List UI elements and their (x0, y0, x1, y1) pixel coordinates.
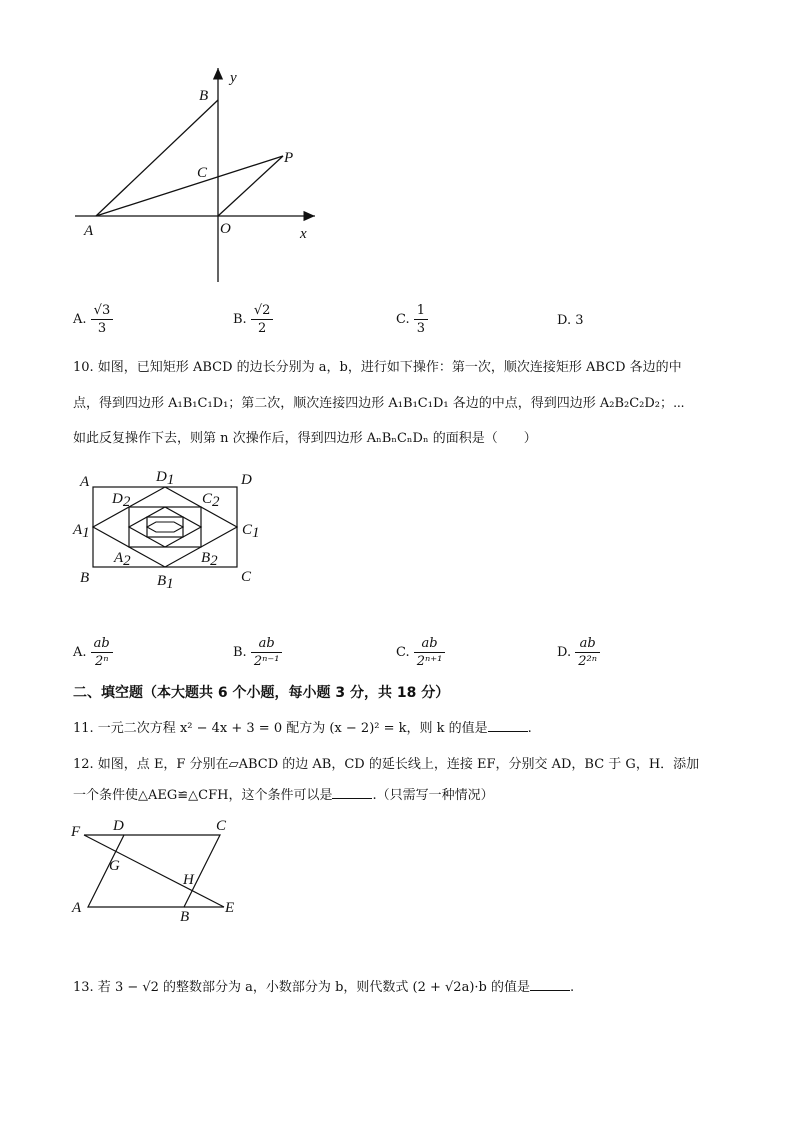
option-b-prefix: B. (233, 645, 247, 660)
q10-line-1: 10. 如图，已知矩形 ABCD 的边长分别为 a，b，进行如下操作：第一次，顺次连接矩形 ABCD 各边的中 (73, 360, 682, 375)
label-C: C (241, 569, 252, 585)
label-B1: B1 (157, 573, 174, 592)
label-A: A (84, 223, 94, 239)
option-d-prefix: D. (557, 645, 572, 660)
figure-q9-coordinate-diagram (60, 60, 340, 295)
denominator: 2 (251, 319, 274, 337)
rhombus-A3B3C3D3 (129, 507, 201, 547)
label-E: E (225, 900, 235, 916)
label-D: D (113, 818, 124, 834)
option-c-prefix: C. (396, 312, 410, 327)
denominator: 2ⁿ⁻¹ (251, 652, 283, 670)
numerator: 1 (416, 303, 426, 318)
q13-text: 13. 若 3 − √2 的整数部分为 a，小数部分为 b，则代数式 (2 + √2a)·b 的值是 (73, 980, 530, 995)
q9-option-a (73, 302, 113, 337)
q11-text: 11. 一元二次方程 x² − 4x + 3 = 0 配方为 (x − 2)² = k，则 k 的值是 (73, 721, 488, 736)
fraction (575, 635, 600, 670)
numerator: √2 (253, 303, 271, 318)
q9-option-b (233, 302, 273, 337)
denominator: 2ⁿ (91, 652, 113, 670)
label-D2: D2 (112, 491, 131, 510)
q10-option-a (73, 635, 113, 670)
rect-A4B4C4D4 (147, 517, 183, 537)
q12-line-1: 12. 如图，点 E，F 分别在▱ABCD 的边 AB，CD 的延长线上，连接 EF，分别交 AD，BC 于 G，H．添加 (73, 757, 700, 772)
option-c-prefix: C. (396, 645, 410, 660)
label-F: F (71, 824, 81, 840)
numerator: ab (579, 636, 596, 651)
label-A: A (72, 900, 82, 916)
label-x: x (300, 226, 307, 242)
q12-line-2-text: 一个条件使△AEG≌△CFH，这个条件可以是 (73, 788, 333, 803)
q10-option-d (557, 635, 600, 670)
fraction (414, 302, 428, 337)
label-P: P (284, 150, 294, 166)
answer-blank[interactable] (332, 786, 372, 799)
label-O: O (220, 221, 231, 237)
fraction (251, 635, 283, 670)
numerator: ab (258, 636, 275, 651)
answer-blank[interactable] (530, 978, 570, 991)
rect-A2B2C2D2 (129, 507, 201, 547)
label-B2: B2 (201, 550, 218, 569)
q11 (73, 719, 532, 738)
label-C1: C1 (242, 522, 260, 541)
q13 (73, 978, 574, 997)
label-C: C (216, 818, 227, 834)
numerator: ab (93, 636, 110, 651)
label-y: y (230, 70, 237, 86)
q10-option-b (233, 635, 282, 670)
fraction (414, 635, 446, 670)
fraction (91, 635, 113, 670)
q13-end: . (570, 980, 575, 995)
label-D1: D1 (156, 469, 175, 488)
q10-line-3: 如此反复操作下去，则第 n 次操作后，得到四边形 AₙBₙCₙDₙ 的面积是（ ） (73, 431, 537, 446)
label-A: A (80, 474, 90, 490)
q12-line-2-end: .（只需写一种情况） (372, 788, 494, 803)
q10-line-2: 点，得到四边形 A₁B₁C₁D₁；第二次，顺次连接四边形 A₁B₁C₁D₁ 各边的中点，得到四边形 A₂B₂C₂D₂；⋯ (73, 396, 685, 411)
q11-end: . (527, 721, 532, 736)
numerator: ab (421, 636, 438, 651)
answer-blank[interactable] (488, 719, 528, 732)
numerator: √3 (93, 303, 111, 318)
q10-option-c (396, 635, 445, 670)
label-B: B (199, 88, 209, 104)
label-H: H (183, 872, 194, 888)
label-A2: A2 (114, 550, 131, 569)
option-b-prefix: B. (233, 312, 247, 327)
label-G: G (109, 858, 120, 874)
option-a-prefix: A. (73, 312, 87, 327)
fraction (251, 302, 274, 337)
segment-AP (96, 156, 283, 216)
q12-line-2 (73, 786, 494, 805)
q9-option-d: D. 3 (557, 313, 584, 328)
q9-option-c (396, 302, 428, 337)
fraction (91, 302, 114, 337)
figure-q10-nested-quadrilaterals (70, 462, 270, 592)
figure-q12-parallelogram (64, 815, 249, 925)
label-B: B (80, 570, 90, 586)
label-A1: A1 (73, 522, 90, 541)
label-C: C (197, 165, 208, 181)
label-C2: C2 (202, 491, 220, 510)
denominator: 3 (414, 319, 428, 337)
segment-OP (218, 156, 283, 216)
denominator: 3 (91, 319, 114, 337)
label-D: D (241, 472, 252, 488)
hexagon-inner (147, 522, 183, 532)
denominator: 2²ⁿ (575, 652, 600, 670)
label-B: B (180, 909, 190, 925)
segment-AB (96, 100, 218, 216)
denominator: 2ⁿ⁺¹ (414, 652, 446, 670)
segment-EF (84, 835, 224, 907)
option-a-prefix: A. (73, 645, 87, 660)
section-heading-fill-in: 二、填空题（本大题共 6 个小题，每小题 3 分，共 18 分） (73, 685, 450, 701)
